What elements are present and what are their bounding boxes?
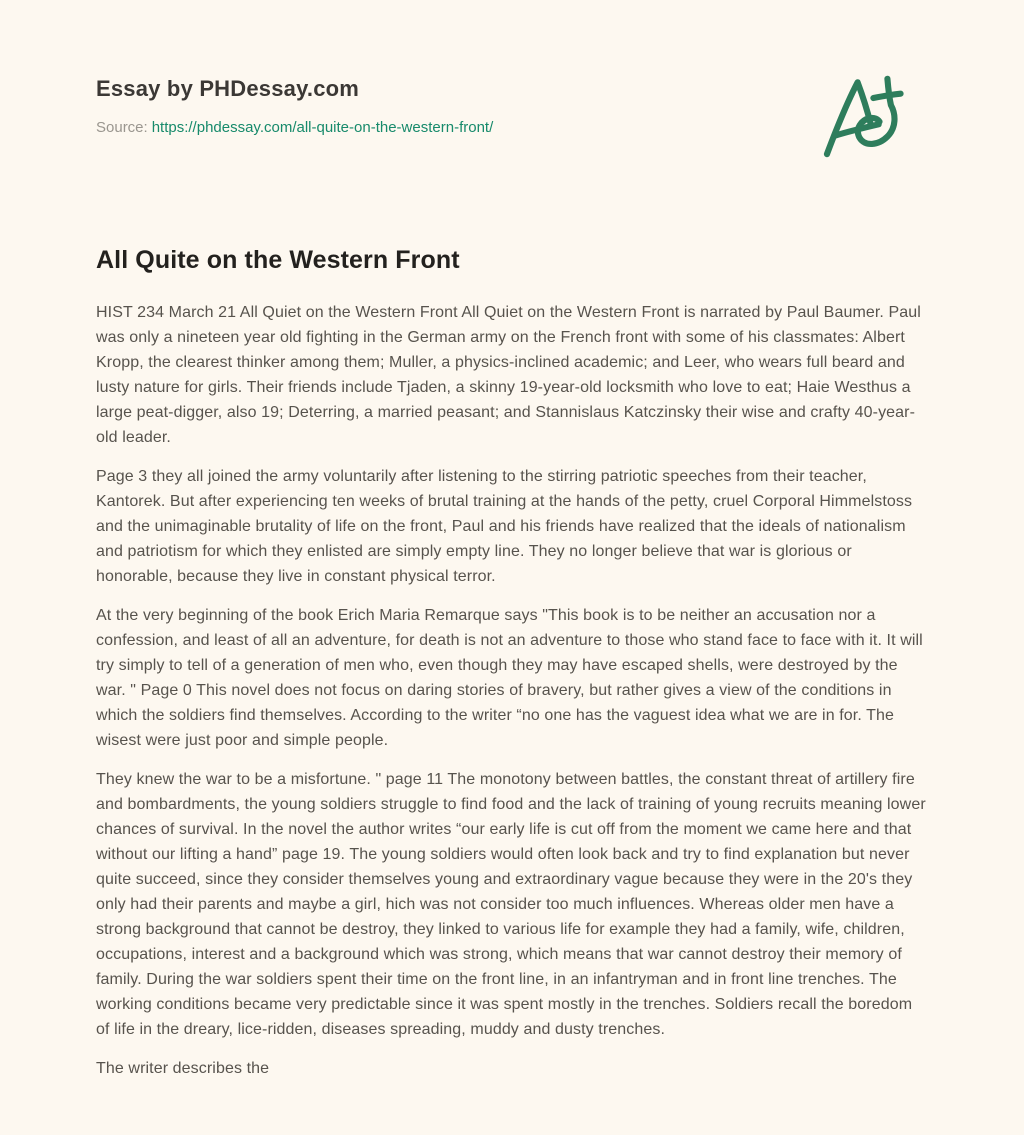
source-label: Source:: [96, 119, 148, 136]
phdessay-a-plus-logo-icon: [818, 70, 906, 162]
source-url-link[interactable]: https://phdessay.com/all-quite-on-the-western-front/: [151, 119, 494, 136]
essay-paragraph: Page 3 they all joined the army voluntarily after listening to the stirring patriotic speeches from their teacher, Kantorek. But after experiencing ten weeks of brutal training at the hands of the petty, cruel Corporal Himmelstoss and the unimaginable brutality of life on the front, Paul and his friends have realized that the ideals of nationalism and patriotism for which they enlisted are simply empty line. They no longer believe that war is glorious or honorable, because they live in constant physical terror.: [96, 468, 913, 585]
page-header: [96, 76, 928, 162]
essay-paragraph: HIST 234 March 21 All Quiet on the Western Front All Quiet on the Western Front is narrated by Paul Baumer. Paul was only a nineteen year old fighting in the German army on the French front with some of his classmates: Albert Kropp, the clearest thinker among them; Muller, a physics-inclined academic; and Leer, who wears full beard and lusty nature for girls. Their friends include Tjaden, a skinny 19-year-old locksmith who love to eat; Haie Westhus a large peat-digger, also 19; Deterring, a married peasant; and Stannislaus Katczinsky their wise and crafty 40-year-old leader.: [96, 304, 921, 446]
source-line: [96, 119, 493, 136]
essay-paragraph: The writer describes the: [96, 1060, 270, 1077]
essay-title: All Quite on the Western Front: [96, 246, 460, 274]
essay-paragraph: At the very beginning of the book Erich Maria Remarque says "This book is to be neither an accusation nor a confession, and least of all an adventure, for death is not an adventure to those who stand face to face with it. It will try simply to tell of a generation of men who, even though they may have escaped shells, were destroyed by the war. " Page 0 This novel does not focus on daring stories of bravery, but rather gives a view of the conditions in which the soldiers find themselves. According to the writer “no one has the vaguest idea what we are in for. The wisest were just poor and simple people.: [96, 607, 923, 749]
essay-paragraph: They knew the war to be a misfortune. " page 11 The monotony between battles, the constant threat of artillery fire and bombardments, the young soldiers struggle to find food and the lack of training of young recruits meaning lower chances of survival. In the novel the author writes “our early life is cut off from the moment we came here and that without our lifting a hand” page 19. The young soldiers would often look back and try to find explanation but never quite succeed, since they consider themselves young and extraordinary vague because they were in the 20's they only had their parents and maybe a girl, hich was not consider too much influences. Whereas older men have a strong background that cannot be destroy, they linked to various life for example they had a family, wife, children, occupations, interest and a background which was strong, which means that war cannot destroy their memory of family. During the war soldiers spent their time on the front line, in an infantryman and in front line trenches. The working conditions became very predictable since it was spent mostly in the trenches. Soldiers recall the boredom of life in the dreary, lice-ridden, diseases spreading, muddy and dusty trenches.: [96, 771, 926, 1038]
header-text-block: [96, 76, 493, 136]
brand-title: Essay by PHDessay.com: [96, 76, 360, 101]
essay-body: [96, 300, 928, 1081]
